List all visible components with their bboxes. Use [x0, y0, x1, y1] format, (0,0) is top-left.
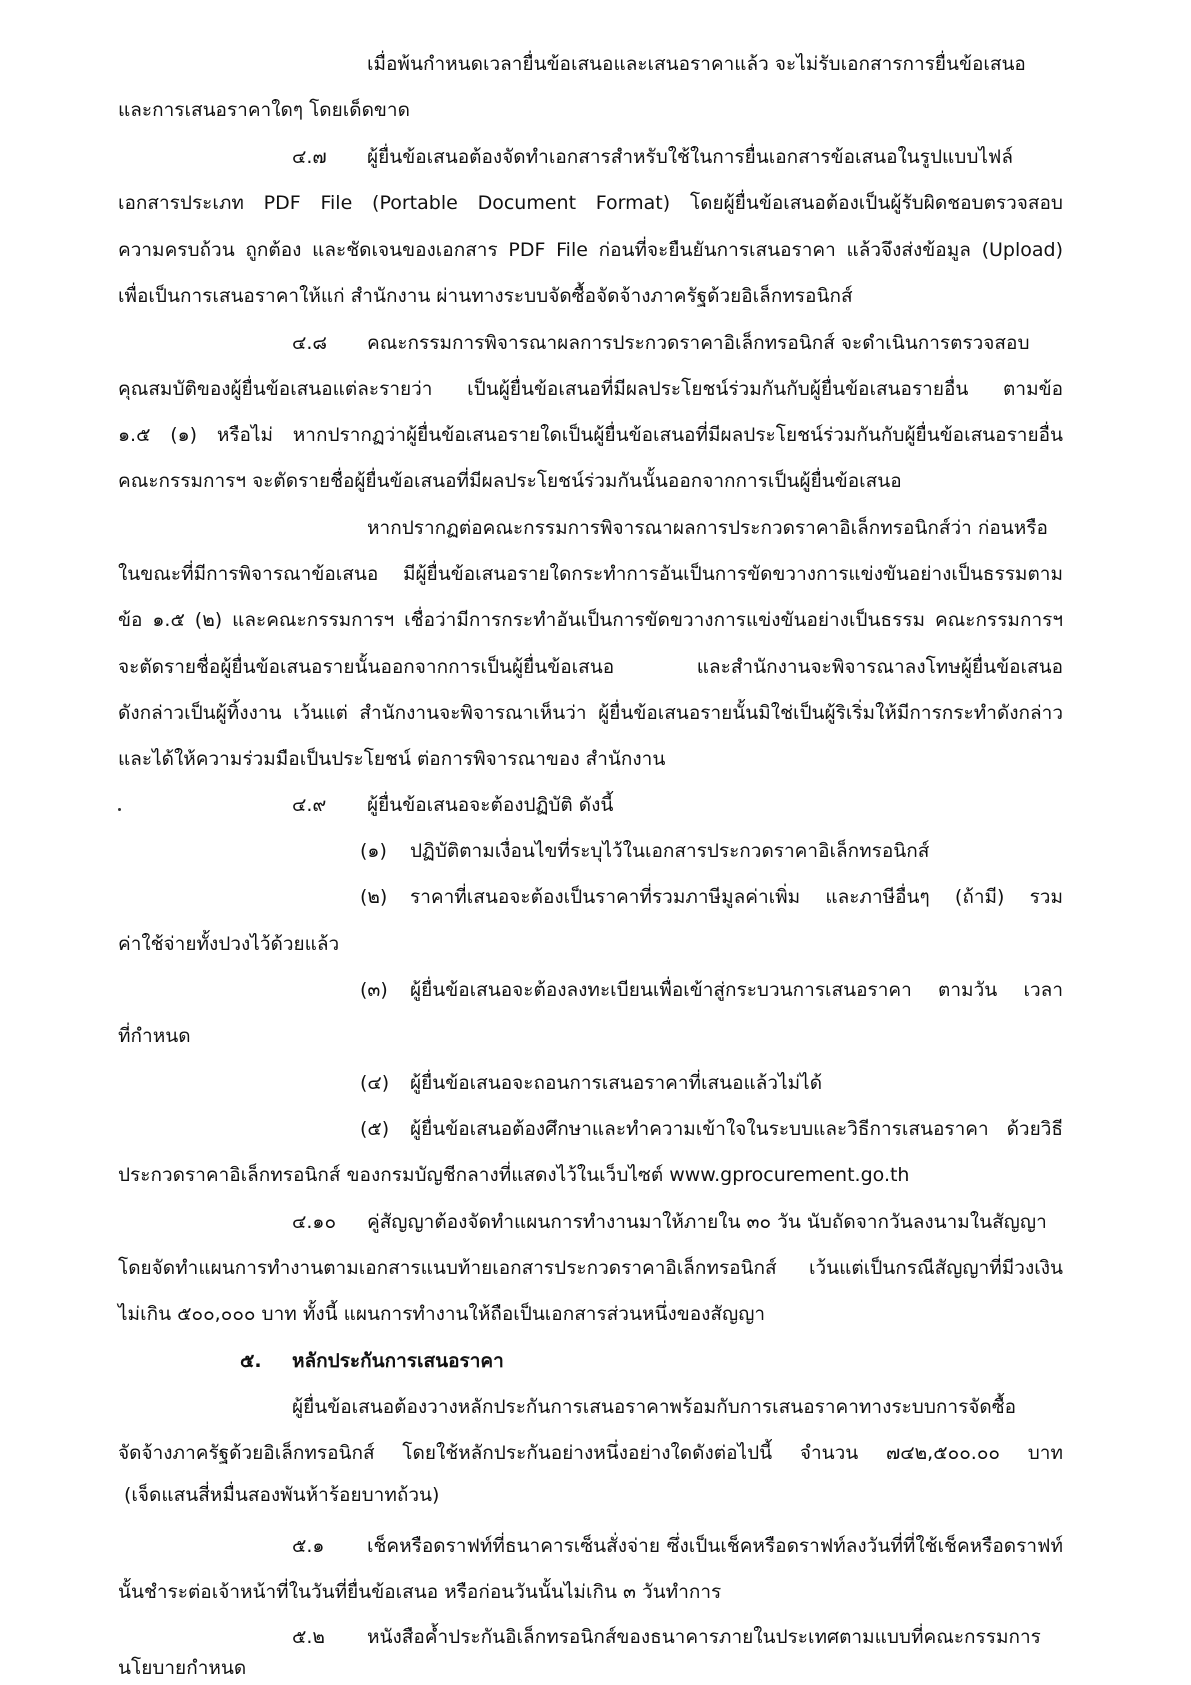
- section-title: ผู้ยื่นข้อเสนอจะต้องปฏิบัติ ดังนี้: [367, 794, 614, 816]
- item-number: (๑): [360, 840, 387, 862]
- paragraph-line: และการเสนอราคาใดๆ โดยเด็ดขาด: [118, 99, 410, 121]
- paragraph-line: จัดจ้างภาครัฐด้วยอิเล็กทรอนิกส์ โดยใช้หลักประกันอย่างหนึ่งอย่างใดดังต่อไปนี้ จำนวน ๗๔๒,๕๐๐.๐๐ บาท: [118, 1442, 1063, 1464]
- paragraph-line: เมื่อพ้นกำหนดเวลายื่นข้อเสนอและเสนอราคาแล้ว จะไม่รับเอกสารการยื่นข้อเสนอ: [367, 53, 1026, 75]
- item-text-continued: ค่าใช้จ่ายทั้งปวงไว้ด้วยแล้ว: [118, 933, 340, 955]
- section-number: ๔.๗: [292, 146, 327, 168]
- section-heading: หลักประกันการเสนอราคา: [292, 1350, 504, 1372]
- paragraph-line: นโยบายกำหนด: [118, 1657, 247, 1679]
- paragraph-line: โดยจัดทำแผนการทำงานตามเอกสารแนบท้ายเอกสารประกวดราคาอิเล็กทรอนิกส์ เว้นแต่เป็นกรณีสัญญาที่มีวงเงิน: [118, 1257, 1063, 1279]
- paragraph-line: ดังกล่าวเป็นผู้ทิ้งงาน เว้นแต่ สำนักงานจะพิจารณาเห็นว่า ผู้ยื่นข้อเสนอรายนั้นมิใช่เป็นผู้ริเริ่มให้มีการกระทำดังกล่าว: [118, 702, 1063, 724]
- paragraph-line: ในขณะที่มีการพิจารณาข้อเสนอ มีผู้ยื่นข้อเสนอรายใดกระทำการอันเป็นการขัดขวางการแข่งขันอย่างเป็นธรรมตาม: [118, 563, 1063, 585]
- paragraph-line: คู่สัญญาต้องจัดทำแผนการทำงานมาให้ภายใน ๓๐ วัน นับถัดจากวันลงนามในสัญญา: [367, 1211, 1047, 1233]
- section-number: ๔.๙: [292, 794, 327, 816]
- paragraph-line: คณะกรรมการฯ จะตัดรายชื่อผู้ยื่นข้อเสนอที่มีผลประโยชน์ร่วมกันนั้นออกจากการเป็นผู้ยื่นข้อเสนอ: [118, 470, 902, 492]
- paragraph-line: หากปรากฏต่อคณะกรรมการพิจารณาผลการประกวดราคาอิเล็กทรอนิกส์ว่า ก่อนหรือ: [367, 517, 1048, 539]
- section-number: ๕.: [240, 1350, 262, 1372]
- section-number: ๔.๘: [292, 332, 328, 354]
- item-text: ผู้ยื่นข้อเสนอจะถอนการเสนอราคาที่เสนอแล้วไม่ได้: [410, 1072, 823, 1094]
- paragraph-line: (เจ็ดแสนสี่หมื่นสองพันห้าร้อยบาทถ้วน): [124, 1484, 440, 1506]
- item-text: ผู้ยื่นข้อเสนอจะต้องลงทะเบียนเพื่อเข้าสู่กระบวนการเสนอราคา ตามวัน เวลา: [410, 979, 1063, 1001]
- item-number: (๓): [360, 979, 388, 1001]
- paragraph-line: ข้อ ๑.๕ (๒) และคณะกรรมการฯ เชื่อว่ามีการกระทำอันเป็นการขัดขวางการแข่งขันอย่างเป็นธรรม คณะกรรมการฯ: [118, 609, 1063, 631]
- item-number: (๔): [360, 1072, 390, 1094]
- paragraph-line: เช็คหรือดราฟท์ที่ธนาคารเซ็นสั่งจ่าย ซึ่งเป็นเช็คหรือดราฟท์ลงวันที่ที่ใช้เช็คหรือดราฟท์: [367, 1535, 1063, 1557]
- paragraph-line: และได้ให้ความร่วมมือเป็นประโยชน์ ต่อการพิจารณาของ สำนักงาน: [118, 748, 666, 770]
- paragraph-line: ผู้ยื่นข้อเสนอต้องจัดทำเอกสารสำหรับใช้ในการยื่นเอกสารข้อเสนอในรูปแบบไฟล์: [367, 146, 1014, 168]
- item-number: (๒): [360, 886, 388, 908]
- paragraph-line: เพื่อเป็นการเสนอราคาให้แก่ สำนักงาน ผ่านทางระบบจัดซื้อจัดจ้างภาครัฐด้วยอิเล็กทรอนิกส์: [118, 285, 853, 307]
- paragraph-line: นั้นชำระต่อเจ้าหน้าที่ในวันที่ยื่นข้อเสนอ หรือก่อนวันนั้นไม่เกิน ๓ วันทำการ: [118, 1581, 722, 1603]
- item-text: ปฏิบัติตามเงื่อนไขที่ระบุไว้ในเอกสารประกวดราคาอิเล็กทรอนิกส์: [410, 840, 930, 862]
- paragraph-line: คุณสมบัติของผู้ยื่นข้อเสนอแต่ละรายว่า เป็นผู้ยื่นข้อเสนอที่มีผลประโยชน์ร่วมกันกับผู้ยื่นข้อเสนอรายอื่น ตามข้อ: [118, 378, 1063, 400]
- scan-speck: [118, 808, 121, 811]
- paragraph-line: ๑.๕ (๑) หรือไม่ หากปรากฏว่าผู้ยื่นข้อเสนอรายใดเป็นผู้ยื่นข้อเสนอที่มีผลประโยชน์ร่วมกันกับผู้ยื่นข้อเสนอรายอื่น: [118, 424, 1063, 446]
- paragraph-line: หนังสือค้ำประกันอิเล็กทรอนิกส์ของธนาคารภายในประเทศตามแบบที่คณะกรรมการ: [367, 1626, 1041, 1648]
- item-text-continued: ประกวดราคาอิเล็กทรอนิกส์ ของกรมบัญชีกลางที่แสดงไว้ในเว็บไซต์ www.gprocurement.go.th: [118, 1164, 910, 1186]
- item-text: ผู้ยื่นข้อเสนอต้องศึกษาและทำความเข้าใจในระบบและวิธีการเสนอราคา ด้วยวิธี: [410, 1118, 1063, 1140]
- item-number: (๕): [360, 1118, 390, 1140]
- section-number: ๔.๑๐: [292, 1211, 337, 1233]
- paragraph-line: จะตัดรายชื่อผู้ยื่นข้อเสนอรายนั้นออกจากการเป็นผู้ยื่นข้อเสนอ และสำนักงานจะพิจารณาลงโทษผู้ยื่นข้อเสนอ: [118, 656, 1063, 678]
- section-number: ๕.๑: [292, 1535, 325, 1557]
- paragraph-line: ผู้ยื่นข้อเสนอต้องวางหลักประกันการเสนอราคาพร้อมกับการเสนอราคาทางระบบการจัดซื้อ: [292, 1396, 1017, 1418]
- paragraph-line: เอกสารประเภท PDF File (Portable Document Format) โดยผู้ยื่นข้อเสนอต้องเป็นผู้รับผิดชอบตรวจสอบ: [118, 192, 1063, 214]
- item-text-continued: ที่กำหนด: [118, 1025, 191, 1047]
- section-number: ๕.๒: [292, 1626, 325, 1648]
- paragraph-line: ไม่เกิน ๕๐๐,๐๐๐ บาท ทั้งนี้ แผนการทำงานให้ถือเป็นเอกสารส่วนหนึ่งของสัญญา: [118, 1303, 766, 1325]
- paragraph-line: ความครบถ้วน ถูกต้อง และชัดเจนของเอกสาร PDF File ก่อนที่จะยืนยันการเสนอราคา แล้วจึงส่งข้อมูล (Upload): [118, 239, 1063, 261]
- item-text: ราคาที่เสนอจะต้องเป็นราคาที่รวมภาษีมูลค่าเพิ่ม และภาษีอื่นๆ (ถ้ามี) รวม: [410, 886, 1063, 908]
- paragraph-line: คณะกรรมการพิจารณาผลการประกวดราคาอิเล็กทรอนิกส์ จะดำเนินการตรวจสอบ: [367, 332, 1030, 354]
